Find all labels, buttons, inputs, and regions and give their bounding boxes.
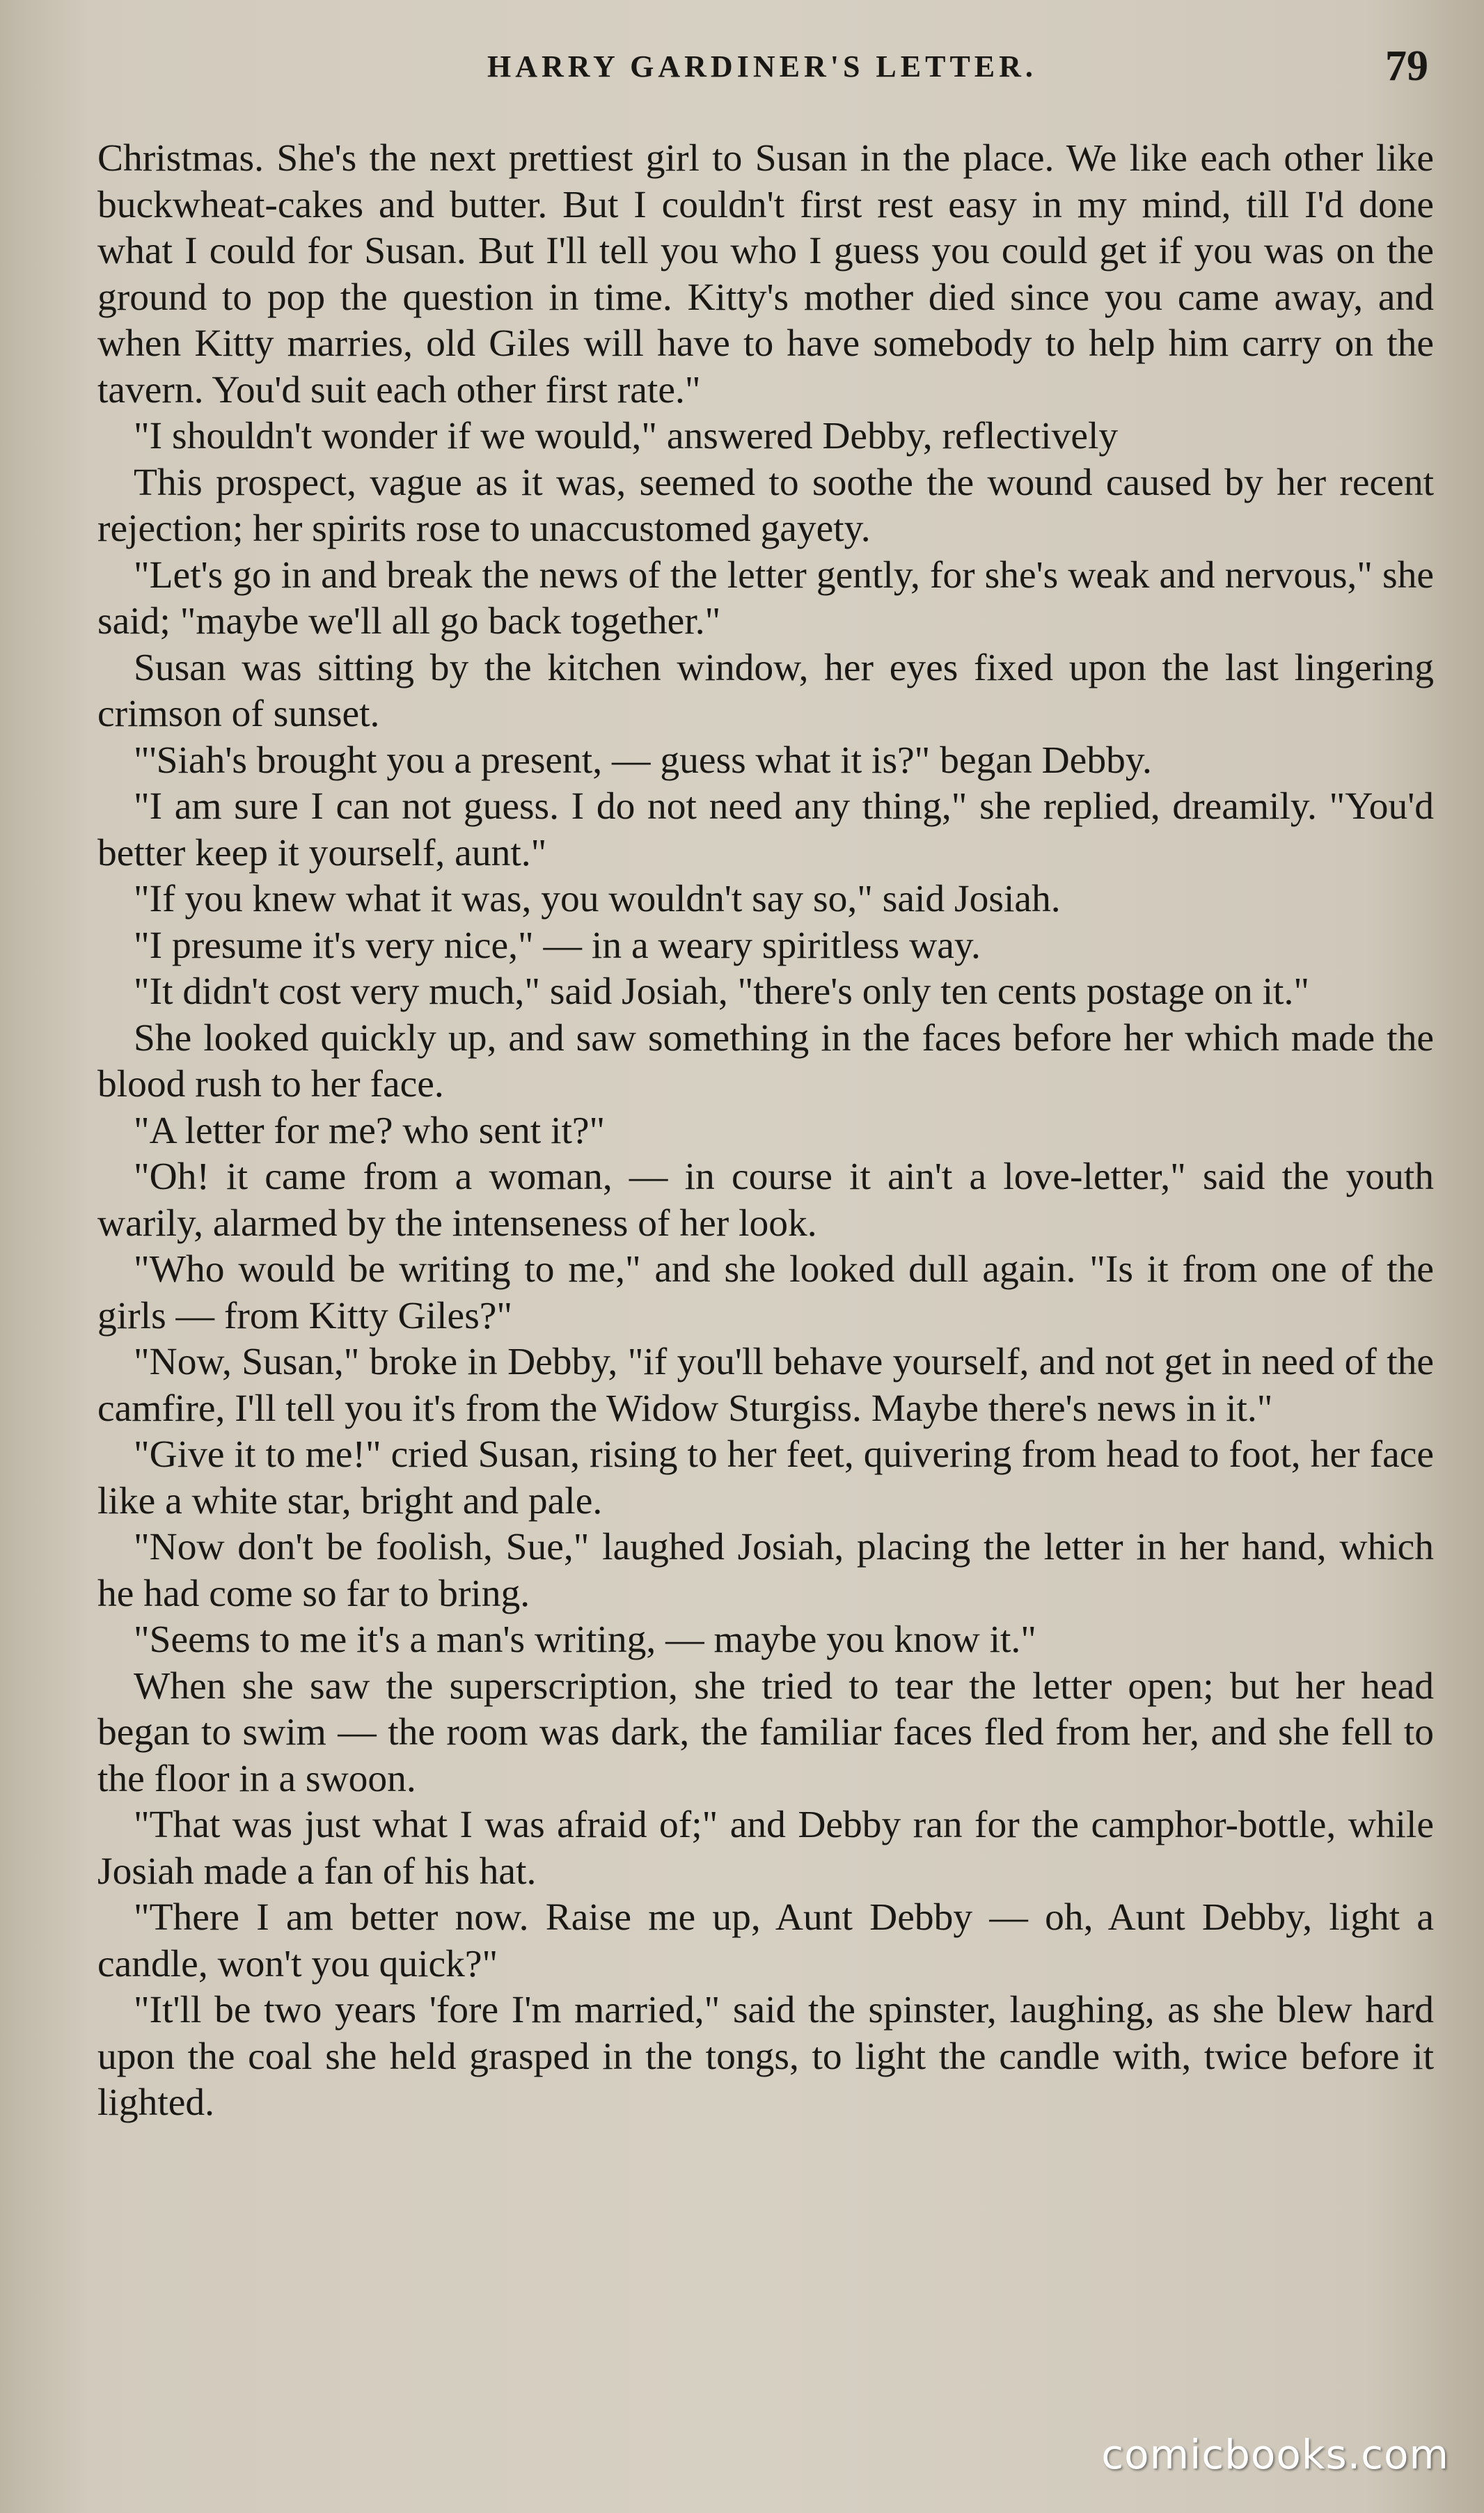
paragraph: "Give it to me!" cried Susan, rising to her feet, quivering from head to foot, her face like a white star, bright and pale.: [97, 1433, 1434, 1522]
paragraph: Christmas. She's the next prettiest girl to Susan in the place. We like each other like buckwheat-cakes and butter. But I couldn't first rest easy in my mind, till I'd done what I could for Susan. But I'll tell you who I guess you could get if you was on the ground to pop the question in time. Kitty's mother died since you came away, and when Kitty marries, old Giles will have to have somebody to help him carry on the tavern. You'd suit each other first rate.": [97, 137, 1434, 411]
paragraph: "Let's go in and break the news of the letter gently, for she's weak and nervous," she said; "maybe we'll all go back together.": [97, 553, 1434, 643]
paragraph: "'Siah's brought you a present, — guess what it is?" began Debby.: [134, 739, 1152, 782]
paragraph: "I am sure I can not guess. I do not need any thing," she replied, dreamily. "You'd better keep it yourself, aunt.": [97, 785, 1434, 874]
paragraph: This prospect, vague as it was, seemed to soothe the wound caused by her recent rejection; her spirits rose to unaccustomed gayety.: [97, 461, 1434, 550]
paragraph: "A letter for me? who sent it?": [134, 1109, 606, 1152]
site-watermark: comicbooks.com: [1101, 2431, 1449, 2478]
paragraph: "I presume it's very nice," — in a weary spiritless way.: [134, 924, 981, 967]
paragraph: "There I am better now. Raise me up, Aunt Debby — oh, Aunt Debby, light a candle, won't you quick?": [97, 1896, 1434, 1985]
page-number: 79: [1385, 42, 1428, 90]
paragraph: She looked quickly up, and saw something in the faces before her which made the blood rush to her face.: [97, 1016, 1434, 1105]
paragraph: Susan was sitting by the kitchen window, her eyes fixed upon the last lingering crimson of sunset.: [97, 646, 1434, 735]
paragraph: "I shouldn't wonder if we would," answered Debby, reflectively: [134, 415, 1119, 457]
paragraph: "If you knew what it was, you wouldn't say so," said Josiah.: [134, 878, 1061, 920]
paragraph: "Oh! it came from a woman, — in course it ain't a love-letter," said the youth warily, alarmed by the intenseness of her look.: [97, 1156, 1434, 1245]
paragraph: "Now, Susan," broke in Debby, "if you'll behave yourself, and not get in need of the camfire, I'll tell you it's from the Widow Sturgiss. Maybe there's news in it.": [97, 1341, 1434, 1430]
paragraph: "It didn't cost very much," said Josiah, "there's only ten cents postage on it.": [134, 970, 1309, 1013]
paragraph: "That was just what I was afraid of;" and Debby ran for the camphor-bottle, while Josiah made a fan of his hat.: [97, 1804, 1434, 1893]
paragraph: "Seems to me it's a man's writing, — maybe you know it.": [134, 1618, 1036, 1661]
paragraph: "Now don't be foolish, Sue," laughed Josiah, placing the letter in her hand, which he had come so far to bring.: [97, 1526, 1434, 1615]
paragraph: "It'll be two years 'fore I'm married," said the spinster, laughing, as she blew hard upon the coal she held grasped in the tongs, to light the candle with, twice before it lighted.: [97, 1989, 1434, 2124]
body-text: [97, 136, 1434, 2127]
paragraph: When she saw the superscription, she tried to tear the letter open; but her head began to swim — the room was dark, the familiar faces fled from her, and she fell to the floor in a swoon.: [97, 1664, 1434, 1800]
page-header: [0, 42, 1484, 97]
running-title: HARRY GARDINER'S LETTER.: [487, 49, 1037, 84]
paragraph: "Who would be writing to me," and she looked dull again. "Is it from one of the girls — from Kitty Giles?": [97, 1248, 1434, 1337]
